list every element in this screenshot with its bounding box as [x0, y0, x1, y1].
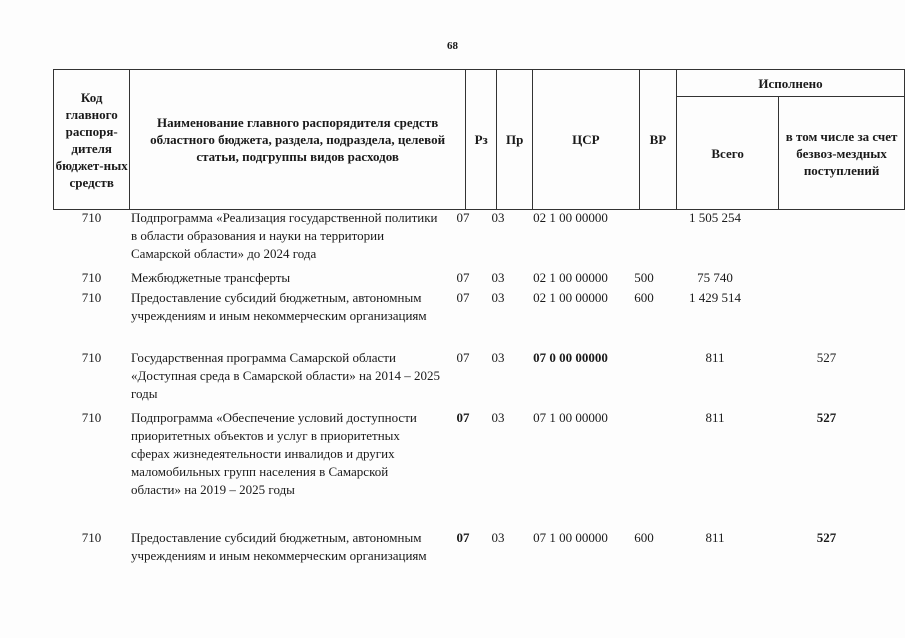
cell-rz: 07 — [456, 210, 470, 225]
cell-vr: 600 — [634, 290, 654, 305]
cell-name: Межбюджетные трансферты — [131, 270, 291, 285]
header-free: в том числе за счет безвоз-мездных поступлений — [779, 97, 905, 210]
cell-code: 710 — [81, 530, 102, 545]
cell-name: Подпрограмма «Реализация государственной политики в области образования и науки на территории Самарской области» до 2024 года — [131, 210, 438, 261]
cell-csr: 02 1 00 00000 — [533, 290, 608, 305]
cell-code: 710 — [81, 410, 102, 425]
cell-code: 710 — [81, 270, 102, 285]
cell-total: 1 429 514 — [689, 290, 741, 305]
cell-pr: 03 — [491, 270, 505, 285]
cell-free: 527 — [816, 410, 837, 425]
cell-csr: 02 1 00 00000 — [533, 210, 608, 225]
cell-pr: 03 — [491, 410, 505, 425]
cell-code: 710 — [81, 210, 102, 225]
cell-total: 75 740 — [697, 270, 733, 285]
header-pr: Пр — [497, 70, 533, 210]
cell-name: Предоставление субсидий бюджетным, автономным учреждениям и иным некоммерческим организациям — [131, 530, 427, 563]
cell-total: 811 — [705, 410, 725, 425]
header-rz: Рз — [465, 70, 497, 210]
cell-total: 1 505 254 — [689, 210, 741, 225]
cell-code: 710 — [81, 350, 102, 365]
cell-pr: 03 — [491, 290, 505, 305]
cell-total: 811 — [705, 530, 725, 545]
header-code: Код главного распоря-дителя бюджет-ных средств — [54, 70, 130, 210]
cell-csr: 07 1 00 00000 — [533, 410, 608, 425]
header-vr: ВР — [639, 70, 676, 210]
cell-rz: 07 — [456, 350, 470, 365]
cell-csr: 07 1 00 00000 — [533, 530, 608, 545]
cell-csr: 02 1 00 00000 — [533, 270, 608, 285]
header-csr: ЦСР — [532, 70, 639, 210]
cell-name: Государственная программа Самарской области «Доступная среда в Самарской области» на 2014 – 2025 годы — [131, 350, 440, 401]
cell-pr: 03 — [491, 530, 505, 545]
cell-vr: 500 — [634, 270, 654, 285]
cell-csr: 07 0 00 00000 — [533, 350, 608, 365]
cell-free: 527 — [816, 530, 837, 545]
cell-free: 527 — [816, 350, 837, 365]
cell-name: Предоставление субсидий бюджетным, автономным учреждениям и иным некоммерческим организациям — [131, 290, 427, 323]
cell-total: 811 — [705, 350, 725, 365]
cell-vr: 600 — [634, 530, 654, 545]
header-total: Всего — [677, 97, 779, 210]
cell-rz: 07 — [456, 530, 470, 545]
page-number: 68 — [447, 40, 458, 52]
cell-pr: 03 — [491, 210, 505, 225]
cell-rz: 07 — [456, 270, 470, 285]
cell-rz: 07 — [456, 410, 470, 425]
header-executed: Исполнено — [677, 70, 905, 97]
table-header — [53, 69, 905, 210]
cell-pr: 03 — [491, 350, 505, 365]
header-name: Наименование главного распорядителя средств областного бюджета, раздела, подраздела, целевой статьи, подгруппы видов расходов — [130, 70, 466, 210]
cell-name: Подпрограмма «Обеспечение условий доступности приоритетных объектов и услуг в приоритетных сферах жизнедеятельности инвалидов и других маломобильных групп населения в Самарской области» на 2019 – 2025 годы — [131, 410, 417, 497]
cell-rz: 07 — [456, 290, 470, 305]
cell-code: 710 — [81, 290, 102, 305]
